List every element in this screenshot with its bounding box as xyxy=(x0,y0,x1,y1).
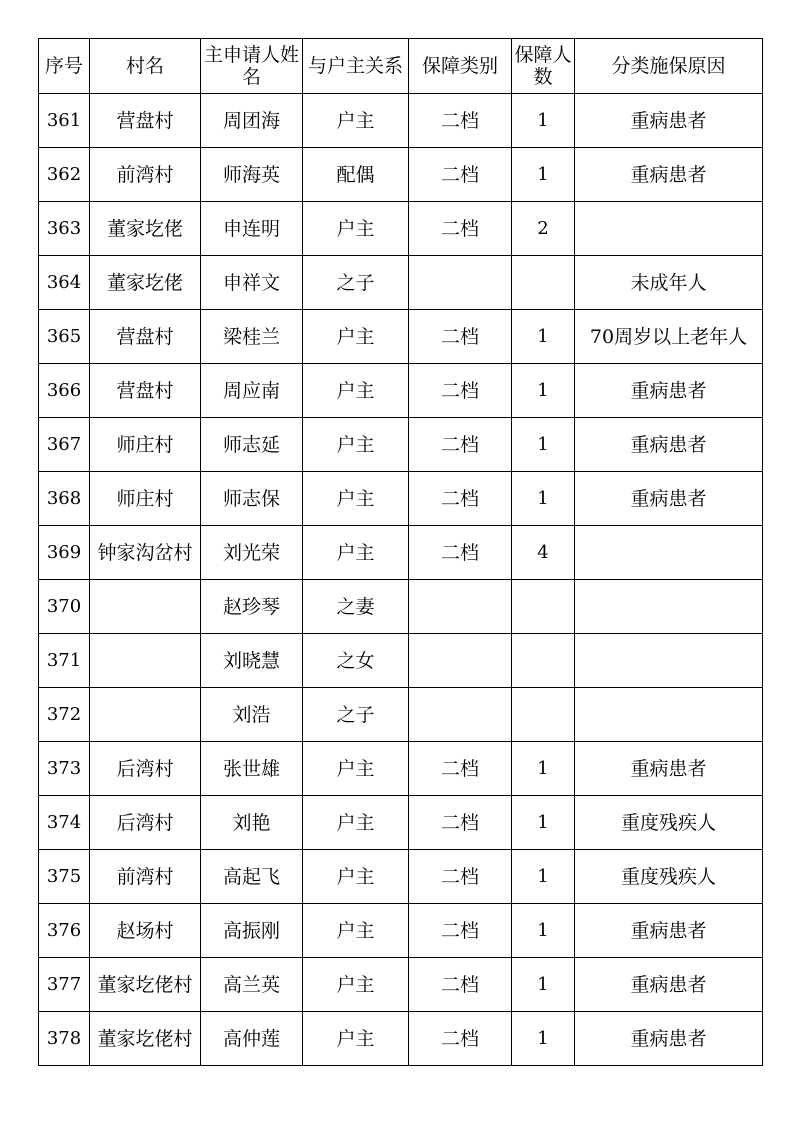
serial-number-cell: 372 xyxy=(39,688,90,742)
applicant-name-cell: 赵珍琴 xyxy=(201,580,303,634)
assistance-reason-cell: 重病患者 xyxy=(575,472,763,526)
village-name-cell: 董家圪佬 xyxy=(90,202,201,256)
assistance-count-cell: 4 xyxy=(512,526,575,580)
village-name-cell: 师庄村 xyxy=(90,418,201,472)
assistance-reason-cell xyxy=(575,580,763,634)
assistance-category-cell xyxy=(409,580,512,634)
table-row xyxy=(39,634,763,688)
assistance-reason-cell: 重病患者 xyxy=(575,418,763,472)
assistance-reason-cell xyxy=(575,202,763,256)
table-row xyxy=(39,742,763,796)
relationship-cell: 之子 xyxy=(303,688,409,742)
serial-number-cell: 370 xyxy=(39,580,90,634)
assistance-count-cell: 1 xyxy=(512,958,575,1012)
assistance-count-cell: 1 xyxy=(512,796,575,850)
assistance-reason-cell: 重病患者 xyxy=(575,364,763,418)
serial-number-cell: 371 xyxy=(39,634,90,688)
serial-number-cell: 362 xyxy=(39,148,90,202)
applicant-name-cell: 梁桂兰 xyxy=(201,310,303,364)
table-body xyxy=(39,94,763,1066)
assistance-count-cell xyxy=(512,580,575,634)
serial-number-cell: 361 xyxy=(39,94,90,148)
table-row xyxy=(39,958,763,1012)
header-relationship: 与户主关系 xyxy=(303,39,409,94)
assistance-reason-cell: 重度残疾人 xyxy=(575,796,763,850)
applicant-name-cell: 刘晓慧 xyxy=(201,634,303,688)
relationship-cell: 户主 xyxy=(303,364,409,418)
assistance-category-cell: 二档 xyxy=(409,526,512,580)
serial-number-cell: 378 xyxy=(39,1012,90,1066)
assistance-category-cell: 二档 xyxy=(409,148,512,202)
relationship-cell: 户主 xyxy=(303,418,409,472)
village-name-cell xyxy=(90,634,201,688)
assistance-count-cell: 1 xyxy=(512,148,575,202)
assistance-count-cell: 2 xyxy=(512,202,575,256)
relationship-cell: 户主 xyxy=(303,526,409,580)
assistance-reason-cell: 重度残疾人 xyxy=(575,850,763,904)
assistance-category-cell: 二档 xyxy=(409,418,512,472)
applicant-name-cell: 高振刚 xyxy=(201,904,303,958)
table-row xyxy=(39,796,763,850)
village-name-cell xyxy=(90,580,201,634)
table-row xyxy=(39,364,763,418)
assistance-reason-cell: 重病患者 xyxy=(575,742,763,796)
assistance-category-cell: 二档 xyxy=(409,94,512,148)
table-row xyxy=(39,1012,763,1066)
applicant-name-cell: 周应南 xyxy=(201,364,303,418)
serial-number-cell: 373 xyxy=(39,742,90,796)
assistance-reason-cell xyxy=(575,688,763,742)
applicant-name-cell: 高仲莲 xyxy=(201,1012,303,1066)
relationship-cell: 户主 xyxy=(303,472,409,526)
assistance-count-cell: 1 xyxy=(512,418,575,472)
table-row xyxy=(39,418,763,472)
assistance-category-cell: 二档 xyxy=(409,364,512,418)
assistance-count-cell: 1 xyxy=(512,1012,575,1066)
assistance-category-cell: 二档 xyxy=(409,202,512,256)
village-name-cell: 赵场村 xyxy=(90,904,201,958)
assistance-reason-cell: 未成年人 xyxy=(575,256,763,310)
table-row xyxy=(39,94,763,148)
assistance-reason-cell: 重病患者 xyxy=(575,148,763,202)
assistance-category-cell xyxy=(409,634,512,688)
assistance-count-cell: 1 xyxy=(512,850,575,904)
assistance-count-cell: 1 xyxy=(512,364,575,418)
assistance-count-cell xyxy=(512,634,575,688)
village-name-cell: 前湾村 xyxy=(90,850,201,904)
table-row xyxy=(39,580,763,634)
assistance-category-cell: 二档 xyxy=(409,958,512,1012)
relationship-cell: 户主 xyxy=(303,850,409,904)
assistance-category-cell: 二档 xyxy=(409,796,512,850)
assistance-count-cell xyxy=(512,688,575,742)
applicant-name-cell: 刘光荣 xyxy=(201,526,303,580)
assistance-roster-table xyxy=(38,38,763,1066)
relationship-cell: 配偶 xyxy=(303,148,409,202)
relationship-cell: 户主 xyxy=(303,796,409,850)
applicant-name-cell: 师志延 xyxy=(201,418,303,472)
applicant-name-cell: 师海英 xyxy=(201,148,303,202)
relationship-cell: 户主 xyxy=(303,904,409,958)
relationship-cell: 户主 xyxy=(303,742,409,796)
village-name-cell: 前湾村 xyxy=(90,148,201,202)
assistance-category-cell xyxy=(409,688,512,742)
village-name-cell: 师庄村 xyxy=(90,472,201,526)
applicant-name-cell: 张世雄 xyxy=(201,742,303,796)
applicant-name-cell: 刘浩 xyxy=(201,688,303,742)
village-name-cell: 后湾村 xyxy=(90,796,201,850)
assistance-category-cell xyxy=(409,256,512,310)
serial-number-cell: 369 xyxy=(39,526,90,580)
header-assistance-count: 保障人数 xyxy=(512,39,575,94)
relationship-cell: 户主 xyxy=(303,202,409,256)
table-row xyxy=(39,472,763,526)
assistance-count-cell: 1 xyxy=(512,742,575,796)
village-name-cell: 后湾村 xyxy=(90,742,201,796)
header-serial-number: 序号 xyxy=(39,39,90,94)
village-name-cell: 董家圪佬村 xyxy=(90,958,201,1012)
relationship-cell: 之女 xyxy=(303,634,409,688)
header-assistance-reason: 分类施保原因 xyxy=(575,39,763,94)
assistance-count-cell: 1 xyxy=(512,472,575,526)
assistance-count-cell xyxy=(512,256,575,310)
applicant-name-cell: 申祥文 xyxy=(201,256,303,310)
village-name-cell: 营盘村 xyxy=(90,364,201,418)
assistance-reason-cell: 重病患者 xyxy=(575,904,763,958)
village-name-cell: 董家圪佬 xyxy=(90,256,201,310)
table-row xyxy=(39,148,763,202)
serial-number-cell: 363 xyxy=(39,202,90,256)
assistance-category-cell: 二档 xyxy=(409,472,512,526)
assistance-reason-cell xyxy=(575,634,763,688)
header-applicant-name: 主申请人姓名 xyxy=(201,39,303,94)
assistance-category-cell: 二档 xyxy=(409,1012,512,1066)
assistance-count-cell: 1 xyxy=(512,904,575,958)
village-name-cell xyxy=(90,688,201,742)
applicant-name-cell: 高起飞 xyxy=(201,850,303,904)
relationship-cell: 户主 xyxy=(303,310,409,364)
village-name-cell: 营盘村 xyxy=(90,94,201,148)
assistance-reason-cell: 重病患者 xyxy=(575,94,763,148)
table-row xyxy=(39,310,763,364)
table-row xyxy=(39,850,763,904)
relationship-cell: 户主 xyxy=(303,94,409,148)
serial-number-cell: 368 xyxy=(39,472,90,526)
serial-number-cell: 375 xyxy=(39,850,90,904)
applicant-name-cell: 师志保 xyxy=(201,472,303,526)
applicant-name-cell: 申连明 xyxy=(201,202,303,256)
table-row xyxy=(39,202,763,256)
relationship-cell: 之子 xyxy=(303,256,409,310)
assistance-reason-cell xyxy=(575,526,763,580)
applicant-name-cell: 周团海 xyxy=(201,94,303,148)
village-name-cell: 营盘村 xyxy=(90,310,201,364)
assistance-category-cell: 二档 xyxy=(409,904,512,958)
serial-number-cell: 374 xyxy=(39,796,90,850)
relationship-cell: 之妻 xyxy=(303,580,409,634)
applicant-name-cell: 高兰英 xyxy=(201,958,303,1012)
table-row xyxy=(39,526,763,580)
header-assistance-category: 保障类别 xyxy=(409,39,512,94)
relationship-cell: 户主 xyxy=(303,958,409,1012)
table-row xyxy=(39,688,763,742)
assistance-count-cell: 1 xyxy=(512,310,575,364)
assistance-reason-cell: 70周岁以上老年人 xyxy=(575,310,763,364)
serial-number-cell: 364 xyxy=(39,256,90,310)
table-row xyxy=(39,256,763,310)
relationship-cell: 户主 xyxy=(303,1012,409,1066)
serial-number-cell: 367 xyxy=(39,418,90,472)
table-header xyxy=(39,39,763,94)
assistance-category-cell: 二档 xyxy=(409,310,512,364)
assistance-count-cell: 1 xyxy=(512,94,575,148)
header-village-name: 村名 xyxy=(90,39,201,94)
applicant-name-cell: 刘艳 xyxy=(201,796,303,850)
village-name-cell: 董家圪佬村 xyxy=(90,1012,201,1066)
village-name-cell: 钟家沟岔村 xyxy=(90,526,201,580)
header-row xyxy=(39,39,763,94)
assistance-category-cell: 二档 xyxy=(409,850,512,904)
assistance-reason-cell: 重病患者 xyxy=(575,958,763,1012)
serial-number-cell: 376 xyxy=(39,904,90,958)
table-row xyxy=(39,904,763,958)
assistance-category-cell: 二档 xyxy=(409,742,512,796)
serial-number-cell: 377 xyxy=(39,958,90,1012)
serial-number-cell: 366 xyxy=(39,364,90,418)
serial-number-cell: 365 xyxy=(39,310,90,364)
assistance-reason-cell: 重病患者 xyxy=(575,1012,763,1066)
